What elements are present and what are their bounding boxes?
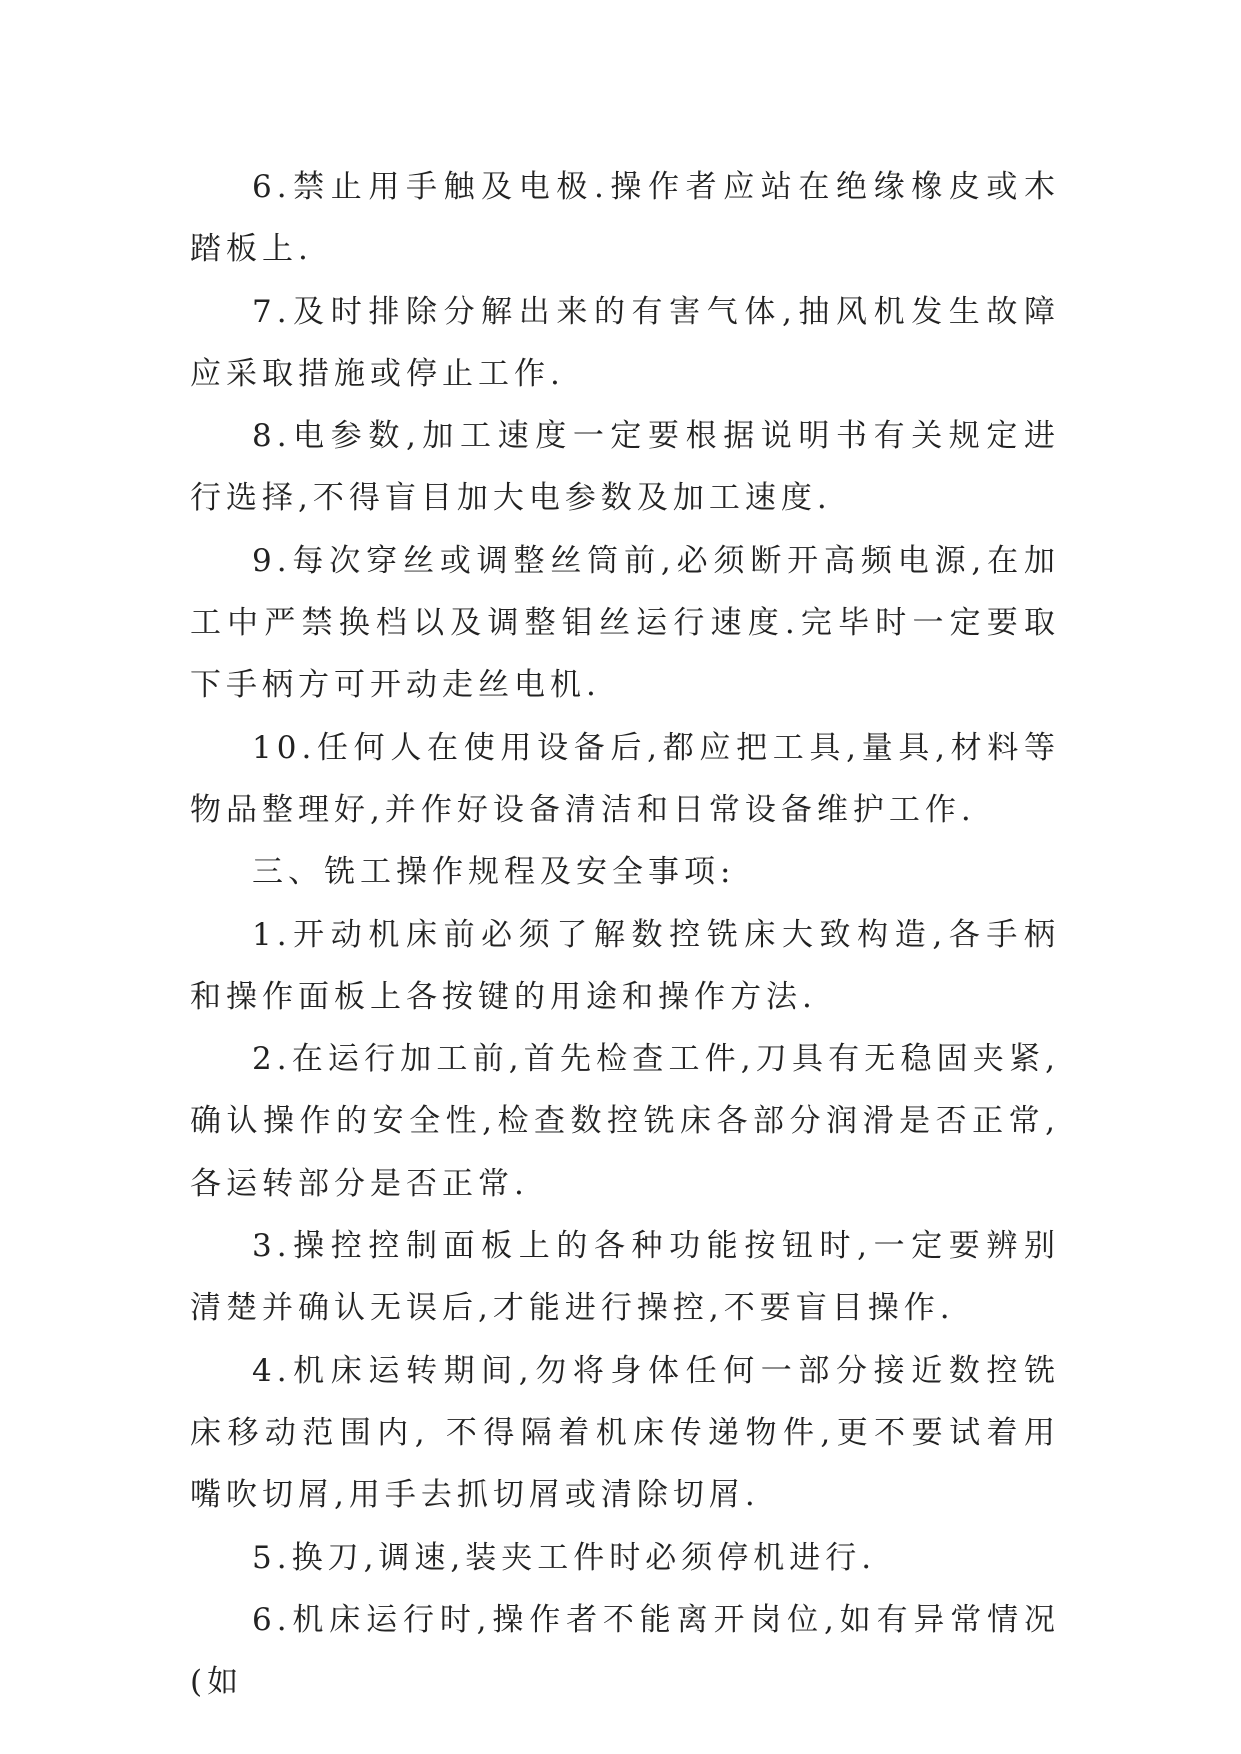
paragraph-9: 4.机床运转期间,勿将身体任何一部分接近数控铣床移动范围内, 不得隔着机床传递物件,更不要试着用嘴吹切屑,用手去抓切屑或清除切屑. (190, 1352, 1060, 1514)
section-heading: 三、铣工操作规程及安全事项: (252, 854, 736, 891)
paragraph-2: 7.及时排除分解出来的有害气体,抽风机发生故障应采取措施或停止工作. (190, 293, 1060, 392)
paragraph-11: 6.机床运行时,操作者不能离开岗位,如有异常情况(如 (190, 1601, 1060, 1701)
paragraph-7: 2.在运行加工前,首先检查工件,刀具有无稳固夹紧,确认操作的安全性,检查数控铣床各部分润滑是否正常,各运转部分是否正常. (190, 1041, 1060, 1202)
paragraph-6: 1.开动机床前必须了解数控铣床大致构造,各手柄和操作面板上各按键的用途和操作方法. (190, 916, 1060, 1015)
paragraph-10: 5.换刀,调速,装夹工件时必须停机进行. (252, 1539, 877, 1576)
paragraph-5: 10.任何人在使用设备后,都应把工具,量具,材料等物品整理好,并作好设备清洁和日常设备维护工作. (190, 729, 1060, 828)
paragraph-4: 9.每次穿丝或调整丝筒前,必须断开高频电源,在加工中严禁换档以及调整钼丝运行速度.完毕时一定要取下手柄方可开动走丝电机. (190, 542, 1060, 704)
paragraph-3: 8.电参数,加工速度一定要根据说明书有关规定进行选择,不得盲目加大电参数及加工速度. (190, 418, 1060, 517)
paragraph-1: 6.禁止用手触及电极.操作者应站在绝缘橡皮或木踏板上. (190, 169, 1060, 268)
paragraph-8: 3.操控控制面板上的各种功能按钮时,一定要辨别清楚并确认无误后,才能进行操控,不要盲目操作. (190, 1228, 1060, 1327)
document-body (190, 156, 1060, 1713)
